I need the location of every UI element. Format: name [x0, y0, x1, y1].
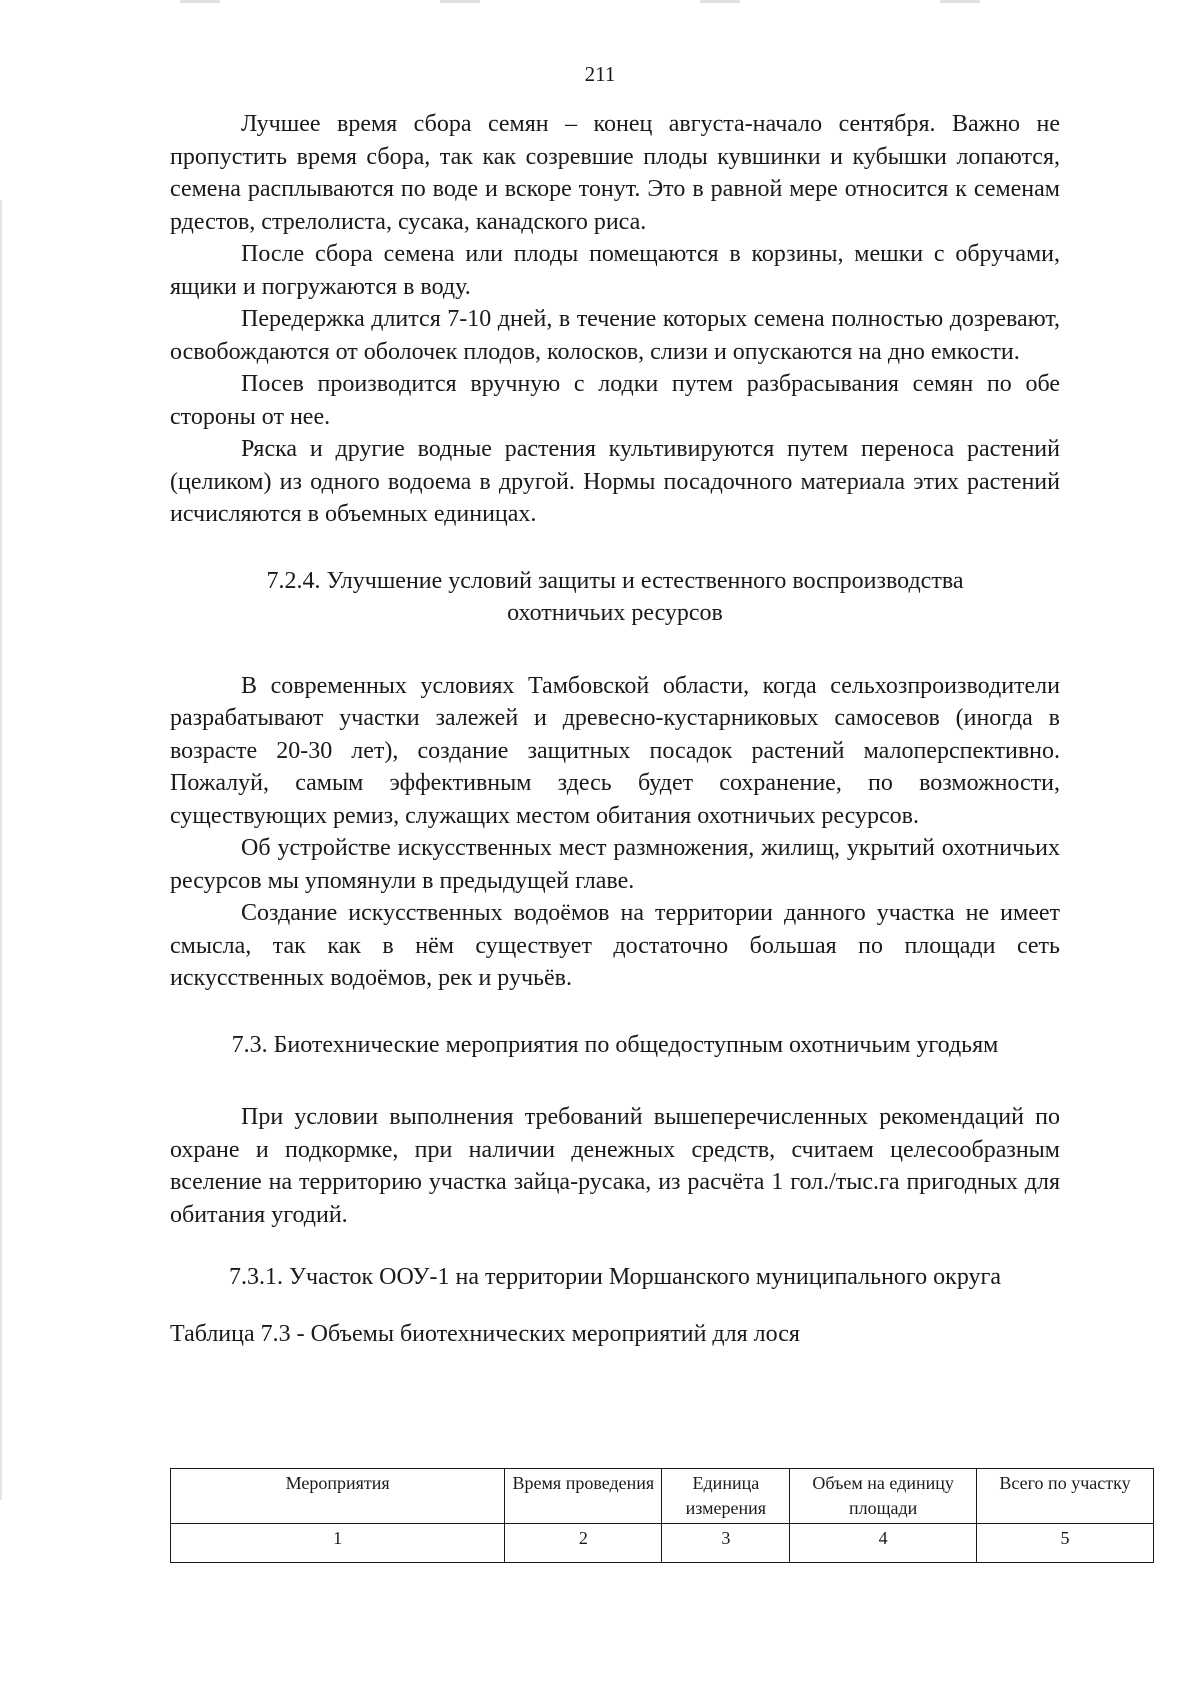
paragraph: При условии выполнения требований вышеперечисленных рекомендаций по охране и подкормке, при наличии денежных средств, считаем целесообразным вселение на территорию участка зайца-русака, из расчёта 1 гол./тыс.га пригодных для обитания угодий. [170, 1104, 1060, 1228]
paragraph: Передержка длится 7-10 дней, в течение которых семена полностью дозревают, освобождаются от оболочек плодов, колосков, слизи и опускаются на дно емкости. [170, 306, 1060, 365]
scan-artifact [940, 0, 980, 3]
section-heading-7-2-4: 7.2.4. Улучшение условий защиты и естественного воспроизводства охотничьих ресурсов [266, 567, 964, 626]
table-caption: Таблица 7.3 - Объемы биотехнических мероприятий для лося [170, 1320, 800, 1347]
table-cell: 1 [171, 1524, 505, 1563]
page-number: 211 [584, 62, 616, 86]
column-header: Всего по участку [977, 1469, 1154, 1524]
paragraph: После сбора семена или плоды помещаются в корзины, мешки с обручами, ящики и погружаются в воду. [170, 241, 1060, 300]
section-heading-7-3: 7.3. Биотехнические мероприятия по общедоступным охотничьим угодьям [231, 1031, 999, 1058]
section-heading-7-3-1: 7.3.1. Участок ООУ-1 на территории Моршанского муниципального округа [228, 1264, 1002, 1290]
column-header: Мероприятия [171, 1469, 505, 1524]
paragraph: Создание искусственных водоёмов на территории данного участка не имеет смысла, так как в нём существует достаточно большая по площади сеть искусственных водоёмов, рек и ручьёв. [170, 900, 1060, 991]
table-row [171, 1524, 1154, 1563]
paragraph: Лучшее время сбора семян – конец августа-начало сентября. Важно не пропустить время сбора, так как созревшие плоды кувшинки и кубышки лопаются, семена расплываются по воде и вскоре тонут. Это в равной мере относится к семенам рдестов, стрелолиста, сусака, канадского риса. [170, 111, 1060, 235]
scan-artifact [440, 0, 480, 3]
column-header: Время проведения [505, 1469, 662, 1524]
biotech-measures-table [170, 1468, 1154, 1563]
scan-artifact [0, 200, 2, 1500]
table-cell: 5 [977, 1524, 1154, 1563]
paragraph: В современных условиях Тамбовской области, когда сельхозпроизводители разрабатывают участки залежей и древесно-кустарниковых самосевов (иногда в возрасте 20-30 лет), создание защитных посадок растений малоперспективно. Пожалуй, самым эффективным здесь будет сохранение, по возможности, существующих ремиз, служащих местом обитания охотничьих ресурсов. [170, 672, 1060, 829]
column-header: Объем на единицу площади [790, 1469, 977, 1524]
document-body [170, 108, 1060, 1370]
paragraph: Об устройстве искусственных мест размножения, жилищ, укрытий охотничьих ресурсов мы упомянули в предыдущей главе. [170, 835, 1060, 894]
table-cell: 2 [505, 1524, 662, 1563]
scan-artifact [700, 0, 740, 3]
scan-artifact [180, 0, 220, 3]
table-cell: 3 [662, 1524, 790, 1563]
table-cell: 4 [790, 1524, 977, 1563]
paragraph: Ряска и другие водные растения культивируются путем переноса растений (целиком) из одного водоема в другой. Нормы посадочного материала этих растений исчисляются в объемных единицах. [170, 436, 1060, 527]
paragraph: Посев производится вручную с лодки путем разбрасывания семян по обе стороны от нее. [170, 371, 1060, 430]
column-header: Единица измерения [662, 1469, 790, 1524]
table-header-row [171, 1469, 1154, 1524]
